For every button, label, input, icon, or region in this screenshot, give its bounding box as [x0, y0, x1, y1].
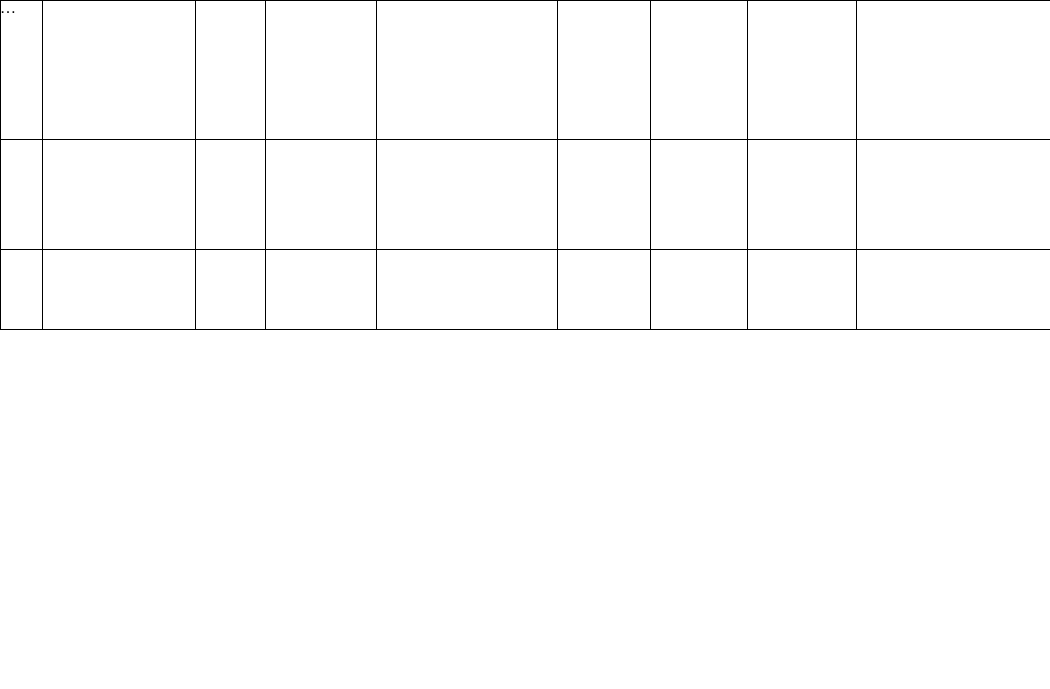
project-budget: [748, 250, 857, 330]
project-budget: [748, 140, 857, 250]
table-row: [1, 250, 1050, 330]
project-leader: [266, 250, 377, 330]
table-row: [1, 140, 1050, 250]
project-leader: [266, 140, 377, 250]
project-leader: [266, 1, 377, 140]
cooperating-units: [558, 140, 651, 250]
project-results: [857, 140, 1050, 250]
project-title: [43, 1, 196, 140]
project-budget: [748, 1, 857, 140]
project-results: [857, 1, 1050, 140]
table-row: [1, 1, 1050, 140]
host-institution: [196, 140, 266, 250]
project-title: [43, 140, 196, 250]
projects-table: [0, 0, 1050, 330]
project-results: [857, 250, 1050, 330]
row-number: [1, 140, 43, 250]
project-period: [651, 1, 748, 140]
cooperating-units: [558, 1, 651, 140]
project-members: [377, 250, 558, 330]
host-institution: [196, 250, 266, 330]
row-number: [1, 250, 43, 330]
cooperating-units: [558, 250, 651, 330]
row-number: [1, 1, 43, 140]
host-institution: [196, 1, 266, 140]
project-period: [651, 250, 748, 330]
project-period: [651, 140, 748, 250]
project-title: [43, 250, 196, 330]
project-members: [377, 1, 558, 140]
project-members: [377, 140, 558, 250]
